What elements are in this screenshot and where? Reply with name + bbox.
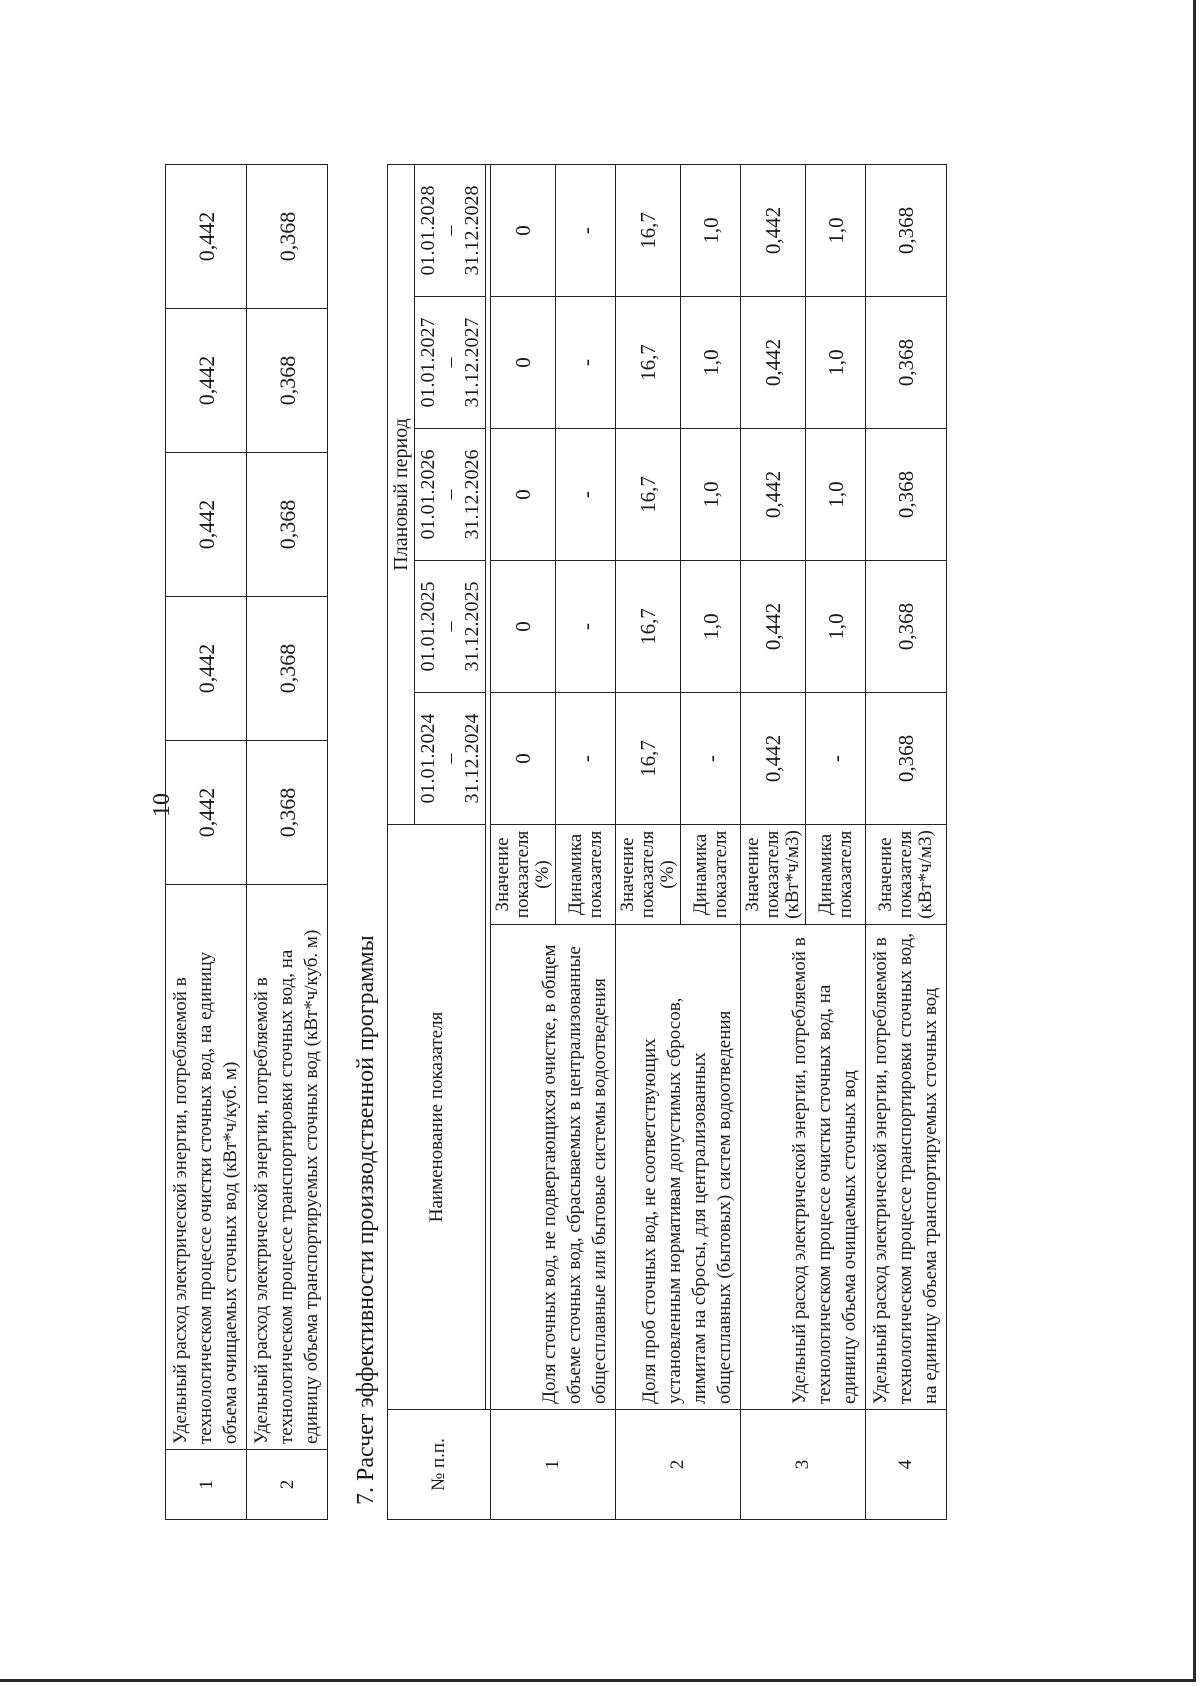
- value-cell: -: [556, 692, 616, 824]
- table-row: [247, 165, 328, 1520]
- table-row: [866, 164, 947, 1519]
- row-number: 3: [741, 1410, 866, 1520]
- period-header: 01.01.2025 – 31.12.2025: [415, 560, 486, 692]
- row-number: 1: [491, 1410, 616, 1520]
- value-cell: 0,368: [247, 597, 328, 741]
- value-cell: 1,0: [806, 164, 866, 296]
- value-cell: 0,442: [166, 453, 247, 597]
- value-cell: 0,368: [866, 692, 947, 824]
- rotated-content: [165, 160, 1125, 1520]
- value-cell: 0: [491, 692, 556, 824]
- header-row: [388, 164, 415, 1519]
- value-cell: 0,442: [741, 560, 806, 692]
- value-cell: 1,0: [681, 164, 741, 296]
- value-cell: 0,368: [247, 165, 328, 309]
- value-cell: 1,0: [806, 560, 866, 692]
- value-cell: 0,442: [741, 296, 806, 428]
- header-planned-period: Плановый период: [388, 164, 415, 824]
- value-cell: 16,7: [616, 164, 681, 296]
- table-row: [491, 164, 556, 1519]
- indicator-name: Доля сточных вод, не подвергающихся очистке, в общем объеме сточных вод, сбрасываемых в централизованные общесплавные или бытовые системы водоотведения: [491, 925, 616, 1410]
- header-indicator-name: Наименование показателя: [388, 824, 486, 1409]
- value-cell: 0,442: [166, 165, 247, 309]
- value-cell: 0: [491, 560, 556, 692]
- value-cell: 0: [491, 164, 556, 296]
- value-cell: 0,368: [866, 428, 947, 560]
- value-cell: -: [556, 164, 616, 296]
- value-cell: 1,0: [681, 428, 741, 560]
- indicator-name: Удельный расход электрической энергии, потребляемой в технологическом процессе очистки сточных вод, на единицу объема очищаемых сточных вод (кВт*ч/куб. м): [166, 885, 247, 1450]
- value-cell: 1,0: [681, 296, 741, 428]
- table-row: [166, 165, 247, 1520]
- value-cell: -: [556, 428, 616, 560]
- row-number: 1: [166, 1450, 247, 1520]
- value-cell: 0,442: [166, 309, 247, 453]
- row-number: 2: [616, 1410, 741, 1520]
- indicator-kind: Динамика показателя: [806, 824, 866, 924]
- value-cell: -: [681, 692, 741, 824]
- value-cell: 0,442: [166, 741, 247, 885]
- value-cell: -: [806, 692, 866, 824]
- period-header: 01.01.2026 – 31.12.2026: [415, 428, 486, 560]
- indicator-kind: Значение показателя (кВт*ч/м3): [866, 824, 947, 924]
- value-cell: 16,7: [616, 692, 681, 824]
- row-number: 2: [247, 1450, 328, 1520]
- period-header: 01.01.2027 – 31.12.2027: [415, 296, 486, 428]
- value-cell: 0,368: [247, 453, 328, 597]
- header-number: № п.п.: [388, 1410, 491, 1520]
- table-row: [616, 164, 681, 1519]
- value-cell: 0,442: [741, 692, 806, 824]
- efficiency-table: [387, 164, 947, 1520]
- value-cell: 0,368: [866, 560, 947, 692]
- value-cell: 0,442: [166, 597, 247, 741]
- row-number: 4: [866, 1410, 947, 1520]
- value-cell: 0,442: [741, 164, 806, 296]
- value-cell: 16,7: [616, 428, 681, 560]
- value-cell: 0: [491, 428, 556, 560]
- indicator-kind: Значение показателя (%): [616, 824, 681, 924]
- continuation-table: [165, 164, 328, 1520]
- period-header: 01.01.2024 – 31.12.2024: [415, 692, 486, 824]
- table-row: [741, 164, 806, 1519]
- indicator-name: Удельный расход электрической энергии, потребляемой в технологическом процессе очистки сточных вод, на единицу объема очищаемых сточных вод: [741, 925, 866, 1410]
- period-header: 01.01.2028 – 31.12.2028: [415, 164, 486, 296]
- value-cell: 0,368: [247, 309, 328, 453]
- section-title: 7. Расчет эффективности производственной программы: [353, 935, 379, 1505]
- value-cell: 1,0: [806, 428, 866, 560]
- indicator-name: Удельный расход электрической энергии, потребляемой в технологическом процессе транспортировки сточных вод, на единицу объема транспортируемых сточных вод (кВт*ч/куб. м): [247, 885, 328, 1450]
- value-cell: 1,0: [681, 560, 741, 692]
- value-cell: 0,368: [866, 296, 947, 428]
- indicator-name: Доля проб сточных вод, не соответствующих установленным нормативам допустимых сбросов, лимитам на сбросы, для централизованных общесплавных (бытовых) систем водоотведения: [616, 925, 741, 1410]
- value-cell: 0,368: [247, 741, 328, 885]
- indicator-name: Удельный расход электрической энергии, потребляемой в технологическом процессе транспортировки сточных вод, на единицу объема транспортируемых сточных вод: [866, 925, 947, 1410]
- value-cell: -: [556, 560, 616, 692]
- value-cell: 1,0: [806, 296, 866, 428]
- value-cell: 0: [491, 296, 556, 428]
- value-cell: 0,442: [741, 428, 806, 560]
- indicator-kind: Значение показателя (%): [491, 824, 556, 924]
- indicator-kind: Значение показателя (кВт*ч/м3): [741, 824, 806, 924]
- indicator-kind: Динамика показателя: [556, 824, 616, 924]
- page-number: 10: [149, 793, 175, 817]
- value-cell: -: [556, 296, 616, 428]
- value-cell: 16,7: [616, 296, 681, 428]
- indicator-kind: Динамика показателя: [681, 824, 741, 924]
- value-cell: 0,368: [866, 164, 947, 296]
- value-cell: 16,7: [616, 560, 681, 692]
